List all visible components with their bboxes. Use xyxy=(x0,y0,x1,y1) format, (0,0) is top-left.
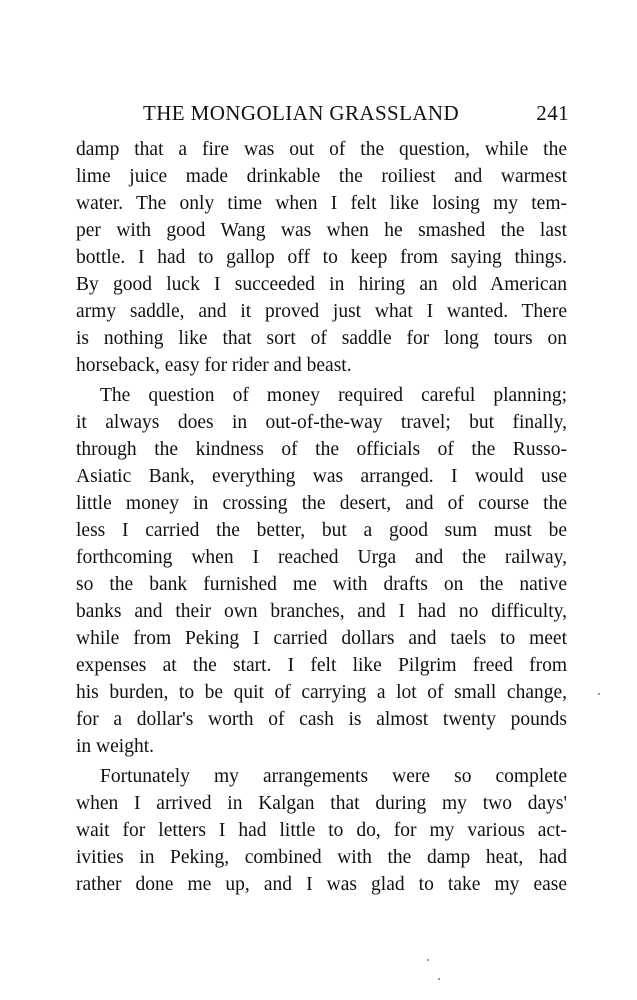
text-line: when I arrived in Kalgan that during my two days' xyxy=(76,793,567,814)
text-line: banks and their own branches, and I had no difficulty, xyxy=(76,601,567,622)
text-line: ivities in Peking, combined with the damp heat, had xyxy=(76,847,567,868)
text-line: bottle. I had to gallop off to keep from saying things. xyxy=(76,247,567,268)
body-text xyxy=(76,136,567,898)
text-line: water. The only time when I felt like losing my tem- xyxy=(76,193,567,214)
text-line: wait for letters I had little to do, for my various act- xyxy=(76,820,567,841)
scan-speck xyxy=(427,959,429,961)
text-line: army saddle, and it proved just what I wanted. There xyxy=(76,301,567,322)
text-line: Fortunately my arrangements were so complete xyxy=(100,766,567,787)
text-line: horseback, easy for rider and beast. xyxy=(76,355,352,376)
paragraph xyxy=(76,763,567,898)
running-header xyxy=(143,101,569,129)
scan-speck xyxy=(438,978,440,980)
running-head-title: THE MONGOLIAN GRASSLAND xyxy=(143,101,460,125)
text-line: it always does in out-of-the-way travel; but finally, xyxy=(76,412,567,433)
text-line: little money in crossing the desert, and of course the xyxy=(76,493,567,514)
text-line: in weight. xyxy=(76,736,154,757)
text-line: less I carried the better, but a good sum must be xyxy=(76,520,567,541)
scan-speck xyxy=(598,693,600,695)
text-line: rather done me up, and I was glad to take my ease xyxy=(76,874,567,895)
text-line: while from Peking I carried dollars and taels to meet xyxy=(76,628,567,649)
text-line: for a dollar's worth of cash is almost twenty pounds xyxy=(76,709,567,730)
paragraph xyxy=(76,136,567,379)
text-line: forthcoming when I reached Urga and the railway, xyxy=(76,547,567,568)
text-line: Asiatic Bank, everything was arranged. I would use xyxy=(76,466,567,487)
text-line: his burden, to be quit of carrying a lot of small change, xyxy=(76,682,567,703)
paragraph xyxy=(76,382,567,760)
text-line: per with good Wang was when he smashed the last xyxy=(76,220,567,241)
text-line: damp that a fire was out of the question, while the xyxy=(76,139,567,160)
text-line: through the kindness of the officials of the Russo- xyxy=(76,439,567,460)
text-line: By good luck I succeeded in hiring an old American xyxy=(76,274,567,295)
page-number: 241 xyxy=(536,101,569,125)
text-line: is nothing like that sort of saddle for long tours on xyxy=(76,328,567,349)
text-line: The question of money required careful planning; xyxy=(100,385,567,406)
text-line: so the bank furnished me with drafts on the native xyxy=(76,574,567,595)
text-line: expenses at the start. I felt like Pilgrim freed from xyxy=(76,655,567,676)
text-line: lime juice made drinkable the roiliest and warmest xyxy=(76,166,567,187)
